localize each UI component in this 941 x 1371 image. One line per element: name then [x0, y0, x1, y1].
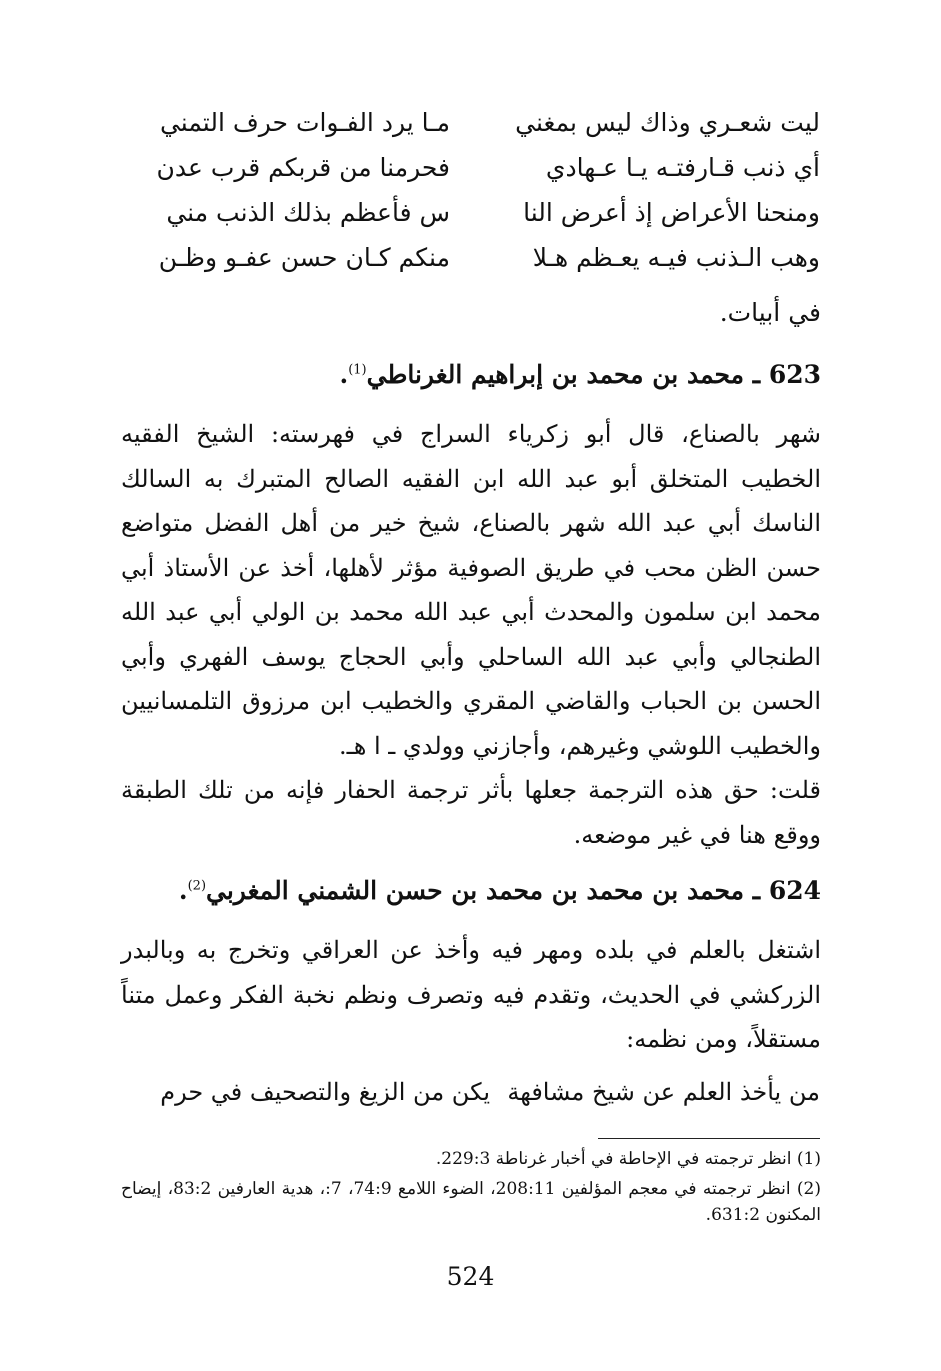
- entry-heading-end: .: [339, 360, 349, 389]
- entry-heading-text: 624 ـ محمد بن محمد بن محمد بن حسن الشمني المغربي: [206, 876, 821, 905]
- footnotes: [121, 1146, 821, 1228]
- verse-second-hemistich: يكن من الزيغ والتصحيف في حرم: [160, 1078, 490, 1106]
- verse-line: [110, 153, 820, 198]
- footnote-number: (1): [796, 1149, 821, 1169]
- entry-624-verse: [110, 1078, 820, 1118]
- verse-line: [110, 108, 820, 153]
- verse-second-hemistich: فحرمنا من قربكم قرب عدن: [156, 153, 450, 182]
- footnote-text: انظر ترجمته في معجم المؤلفين 208:11، الضوء اللامع 74:9، 7:، هدية العارفين 83:2، إيضاح المكنون 631:2.: [121, 1179, 821, 1225]
- entry-heading-text: 623 ـ محمد بن محمد بن إبراهيم الغرناطي: [366, 360, 821, 389]
- footnote-item: [121, 1176, 821, 1228]
- verse-first-hemistich: ليت شعـري وذاك ليس بمغني: [515, 108, 820, 137]
- entry-623-heading: [121, 360, 821, 389]
- verse-first-hemistich: أي ذنب قـارفتـه يـا عـهادي: [545, 153, 820, 182]
- footnote-number: (2): [796, 1179, 822, 1199]
- verse-line: [110, 243, 820, 288]
- verse-first-hemistich: من يأخذ العلم عن شيخ مشافهة: [507, 1078, 820, 1106]
- footnote-separator: [598, 1138, 820, 1139]
- footnote-marker: (2): [187, 878, 207, 894]
- entry-623-paragraph: شهر بالصناع، قال أبو زكرياء السراج في فهرسته: الشيخ الفقيه الخطيب المتخلق أبو عبد الله ابن الفقيه الصالح المتبرك به السالك الناسك أبي عبد الله شهر بالصناع، شيخ خير من أهل الفضل متواضع حسن الظن محب في طريق الصوفية مؤثر لأهلها، أخذ عن الأستاذ أبي محمد ابن سلمون والمحدث أبي عبد الله محمد بن الولي أبي عبد الله الطنجالي وأبي عبد الله الساحلي وأبي الحجاج يوسف الفهري وأبي الحسن بن الحباب والقاضي المقري والخطيب ابن مرزوق التلمسانيين والخطيب اللوشي وغيرهم، وأجازني وولدي ـ ا هـ.: [121, 420, 821, 760]
- poem-verses: [110, 108, 820, 288]
- entry-623-remark: قلت: حق هذه الترجمة جعلها بأثر ترجمة الحفار فإنه من تلك الطبقة ووقع هنا في غير موضعه.: [121, 776, 821, 849]
- footnote-text: انظر ترجمته في الإحاطة في أخبار غرناطة 229:3.: [435, 1149, 792, 1169]
- entry-624-heading: [121, 876, 821, 905]
- entry-heading-end: .: [178, 876, 188, 905]
- verse-second-hemistich: منكم كـان حسن عفـو وظـن: [158, 243, 450, 272]
- verse-first-hemistich: ومنحنا الأعراض إذ أعرض النا: [523, 198, 820, 227]
- footnote-marker: (1): [348, 362, 367, 378]
- verse-first-hemistich: وهب الـذنب فيـه يعـظم هـلا: [532, 243, 820, 272]
- verse-line: [110, 198, 820, 243]
- page-number: 524: [446, 1262, 495, 1291]
- verse-second-hemistich: مـا يرد الفـوات حرف التمني: [159, 108, 450, 137]
- verse-second-hemistich: س فأعظم بذلك الذنب مني: [166, 198, 450, 227]
- footnote-item: [121, 1146, 821, 1172]
- after-verses-text: في أبيات.: [719, 298, 821, 327]
- entry-624-paragraph: اشتغل بالعلم في بلده ومهر فيه وأخذ عن العراقي وتخرج به وبالبدر الزركشي في الحديث، وتقدم فيه وتصرف ونظم نخبة الفكر وعمل متناً مستقلاً، ومن نظمه:: [121, 936, 821, 1053]
